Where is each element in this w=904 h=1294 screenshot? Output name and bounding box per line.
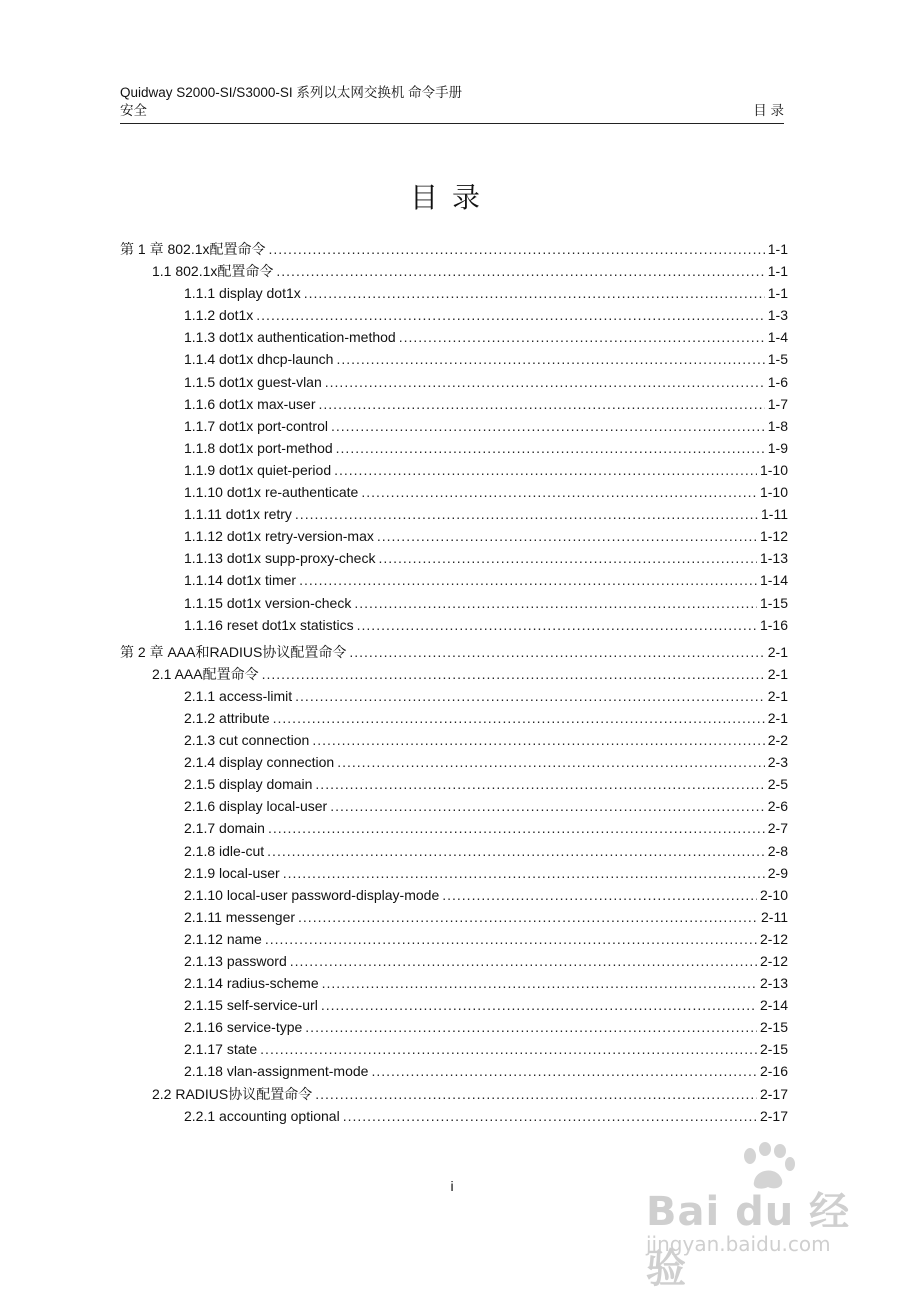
toc-entry[interactable] [120, 751, 788, 773]
toc-entry[interactable] [120, 817, 788, 839]
toc-entry-title: 2.1.4 display connection [184, 754, 335, 771]
toc-entry[interactable] [120, 481, 788, 503]
toc-entry[interactable] [120, 729, 788, 751]
toc-entry-title: 2.1.11 messenger [184, 908, 296, 925]
toc-entry[interactable] [120, 994, 788, 1016]
toc-entry-title: 1.1 802.1x配置命令 [152, 263, 274, 280]
toc-entry[interactable] [120, 348, 788, 370]
toc-entry[interactable] [120, 525, 788, 547]
toc-entry-title: 2.1.7 domain [184, 820, 265, 837]
toc-entry[interactable] [120, 1060, 788, 1082]
toc-entry-title: 1.1.16 reset dot1x statistics [184, 616, 354, 633]
toc-entry-page: 2-17 [759, 1085, 788, 1102]
toc-entry-title: 2.2 RADIUS协议配置命令 [152, 1085, 313, 1102]
toc-entry-page: 1-1 [767, 285, 788, 302]
toc-dot-leader [267, 840, 765, 862]
baidu-watermark [640, 1140, 860, 1292]
toc-dot-leader [283, 862, 765, 884]
toc-dot-leader [378, 547, 757, 569]
toc-dot-leader [331, 415, 765, 437]
toc-entry-page: 1-8 [767, 417, 788, 434]
toc-dot-leader [269, 238, 765, 260]
toc-entry-page: 2-9 [767, 864, 788, 881]
toc-entry[interactable] [120, 1038, 788, 1060]
header-title: Quidway S2000-SI/S3000-SI 系列以太网交换机 命令手册 [120, 85, 463, 100]
toc-entry-page: 1-10 [759, 461, 788, 478]
toc-entry[interactable] [120, 304, 788, 326]
toc-entry-page: 2-14 [759, 997, 788, 1014]
toc-entry[interactable] [120, 1016, 788, 1038]
toc-entry-page: 2-16 [759, 1063, 788, 1080]
toc-entry[interactable] [120, 415, 788, 437]
toc-dot-leader [325, 371, 765, 393]
toc-entry[interactable] [120, 1083, 788, 1105]
toc-entry-page: 1-4 [767, 329, 788, 346]
toc-dot-leader [265, 928, 757, 950]
toc-entry[interactable] [120, 569, 788, 591]
toc-entry-page: 1-12 [759, 528, 788, 545]
toc-entry-title: 1.1.15 dot1x version-check [184, 594, 352, 611]
toc-entry-page: 2-6 [767, 798, 788, 815]
toc-entry-title: 2.1.13 password [184, 953, 287, 969]
toc-entry[interactable] [120, 641, 788, 663]
toc-entry-page: 2-8 [767, 842, 788, 859]
toc-entry-title: 2.1.5 display domain [184, 776, 313, 793]
toc-dot-leader [321, 994, 757, 1016]
toc-entry-page: 2-1 [767, 687, 788, 704]
toc-dot-leader [361, 481, 757, 503]
toc-dot-leader [299, 569, 757, 591]
table-of-contents [120, 238, 788, 1127]
toc-entry-title: 1.1.12 dot1x retry-version-max [184, 528, 374, 545]
toc-entry[interactable] [120, 685, 788, 707]
toc-entry-title: 1.1.3 dot1x authentication-method [184, 329, 396, 346]
toc-dot-leader [343, 1105, 757, 1127]
toc-entry-title: 1.1.13 dot1x supp-proxy-check [184, 550, 376, 567]
toc-entry-title: 1.1.11 dot1x retry [184, 506, 292, 523]
toc-entry-title: 2.2.1 accounting optional [184, 1107, 340, 1124]
toc-entry[interactable] [120, 840, 788, 862]
toc-entry[interactable] [120, 592, 788, 614]
toc-entry-page: 1-14 [759, 572, 788, 589]
toc-entry-title: 1.1.1 display dot1x [184, 285, 301, 302]
header-divider [120, 123, 784, 124]
toc-entry-page: 1-16 [759, 616, 788, 633]
toc-entry-page: 1-9 [767, 439, 788, 456]
toc-entry-page: 1-15 [759, 594, 788, 611]
toc-dot-leader [312, 729, 764, 751]
toc-entry[interactable] [120, 972, 788, 994]
toc-dot-leader [371, 1060, 757, 1082]
toc-entry-page: 2-7 [767, 820, 788, 837]
toc-entry-page: 1-11 [761, 506, 788, 523]
header-right: 目 录 [753, 103, 784, 118]
toc-dot-leader [315, 1083, 757, 1105]
watermark-brand: Bai du 经验 [646, 1189, 851, 1292]
toc-entry[interactable] [120, 663, 788, 685]
toc-dot-leader [319, 393, 765, 415]
toc-entry-title: 1.1.4 dot1x dhcp-launch [184, 351, 334, 368]
toc-dot-leader [377, 525, 757, 547]
toc-entry-title: 2.1.10 local-user password-display-mode [184, 886, 440, 903]
toc-dot-leader [290, 950, 757, 972]
toc-entry-title: 第 2 章 AAA和RADIUS协议配置命令 [120, 643, 347, 660]
toc-entry-title: 1.1.9 dot1x quiet-period [184, 461, 332, 478]
toc-entry-title: 2.1.2 attribute [184, 709, 270, 726]
toc-dot-leader [295, 503, 758, 525]
toc-dot-leader [260, 1038, 757, 1060]
toc-entry[interactable] [120, 614, 788, 636]
toc-dot-leader [322, 972, 757, 994]
toc-entry-title: 2.1.1 access-limit [184, 687, 293, 704]
toc-entry-title: 1.1.14 dot1x timer [184, 572, 297, 589]
toc-dot-leader [337, 751, 765, 773]
toc-entry[interactable] [120, 862, 788, 884]
toc-dot-leader [315, 773, 764, 795]
toc-entry-title: 1.1.5 dot1x guest-vlan [184, 373, 322, 390]
toc-dot-leader [256, 304, 764, 326]
toc-entry-page: 2-15 [759, 1019, 788, 1036]
toc-title: 目录 [409, 181, 494, 214]
toc-entry-page: 2-13 [759, 975, 788, 992]
toc-dot-leader [330, 795, 765, 817]
toc-entry[interactable] [120, 437, 788, 459]
toc-entry-title: 2.1.18 vlan-assignment-mode [184, 1063, 369, 1080]
toc-dot-leader [357, 614, 757, 636]
toc-dot-leader [268, 817, 765, 839]
toc-entry-page: 2-5 [767, 776, 788, 793]
toc-entry-title: 2.1.14 radius-scheme [184, 975, 319, 992]
toc-entry-title: 2.1.3 cut connection [184, 732, 310, 749]
toc-dot-leader [354, 592, 757, 614]
toc-dot-leader [334, 459, 757, 481]
toc-entry-title: 1.1.8 dot1x port-method [184, 439, 333, 456]
toc-entry-title: 1.1.7 dot1x port-control [184, 417, 328, 434]
toc-dot-leader [336, 437, 765, 459]
toc-entry[interactable] [120, 503, 788, 525]
toc-entry-page: 2-12 [759, 930, 788, 947]
toc-entry-title: 2.1.6 display local-user [184, 798, 328, 815]
toc-entry-title: 2.1.8 idle-cut [184, 842, 265, 859]
toc-entry-title: 2.1.9 local-user [184, 864, 280, 881]
toc-entry[interactable] [120, 950, 788, 972]
toc-entry-title: 2.1.16 service-type [184, 1019, 303, 1036]
toc-dot-leader [276, 260, 764, 282]
toc-entry-title: 2.1.12 name [184, 930, 262, 947]
toc-dot-leader [298, 906, 758, 928]
toc-entry-page: 1-1 [767, 241, 788, 257]
toc-entry[interactable] [120, 326, 788, 348]
header-section: 安全 [120, 103, 147, 118]
toc-dot-leader [336, 348, 764, 370]
toc-dot-leader [349, 641, 764, 663]
page-header [120, 84, 784, 120]
toc-entry[interactable] [120, 707, 788, 729]
toc-entry-title: 2.1 AAA配置命令 [152, 665, 259, 682]
toc-entry-page: 1-3 [767, 307, 788, 324]
toc-entry[interactable] [120, 773, 788, 795]
toc-entry-page: 2-11 [761, 908, 788, 925]
toc-entry[interactable] [120, 1105, 788, 1127]
toc-entry[interactable] [120, 260, 788, 282]
toc-entry-title: 1.1.6 dot1x max-user [184, 395, 316, 412]
toc-entry-page: 2-1 [767, 643, 788, 660]
toc-dot-leader [442, 884, 757, 906]
toc-entry-page: 1-10 [759, 484, 788, 501]
toc-entry-page: 2-2 [767, 732, 788, 749]
toc-entry-page: 2-1 [767, 665, 788, 682]
toc-entry-title: 1.1.2 dot1x [184, 307, 254, 324]
toc-entry[interactable] [120, 371, 788, 393]
toc-entry[interactable] [120, 928, 788, 950]
toc-entry-title: 1.1.10 dot1x re-authenticate [184, 484, 359, 501]
toc-entry[interactable] [120, 547, 788, 569]
toc-entry-title: 2.1.17 state [184, 1041, 258, 1058]
toc-dot-leader [273, 707, 765, 729]
toc-entry-page: 2-15 [759, 1041, 788, 1058]
toc-entry-page: 1-13 [759, 550, 788, 567]
toc-entry[interactable] [120, 393, 788, 415]
toc-dot-leader [305, 1016, 757, 1038]
toc-entry-page: 1-7 [767, 395, 788, 412]
toc-entry-page: 2-12 [759, 953, 788, 969]
toc-dot-leader [295, 685, 765, 707]
toc-entry-title: 2.1.15 self-service-url [184, 997, 318, 1014]
toc-entry[interactable] [120, 282, 788, 304]
toc-entry[interactable] [120, 238, 788, 260]
toc-entry-page: 2-3 [767, 754, 788, 771]
toc-dot-leader [304, 282, 765, 304]
toc-entry-title: 第 1 章 802.1x配置命令 [120, 241, 266, 257]
toc-entry-page: 1-5 [767, 351, 788, 368]
toc-entry-page: 2-1 [767, 709, 788, 726]
toc-entry[interactable] [120, 459, 788, 481]
toc-dot-leader [399, 326, 765, 348]
toc-dot-leader [262, 663, 765, 685]
toc-entry[interactable] [120, 906, 788, 928]
toc-entry-page: 1-6 [767, 373, 788, 390]
toc-entry[interactable] [120, 795, 788, 817]
watermark-url: jingyan.baidu.com [646, 1232, 831, 1256]
toc-entry-page: 1-1 [767, 263, 788, 280]
toc-entry-page: 2-10 [759, 886, 788, 903]
toc-entry-page: 2-17 [759, 1107, 788, 1124]
toc-entry[interactable] [120, 884, 788, 906]
page-number: i [450, 1178, 454, 1194]
